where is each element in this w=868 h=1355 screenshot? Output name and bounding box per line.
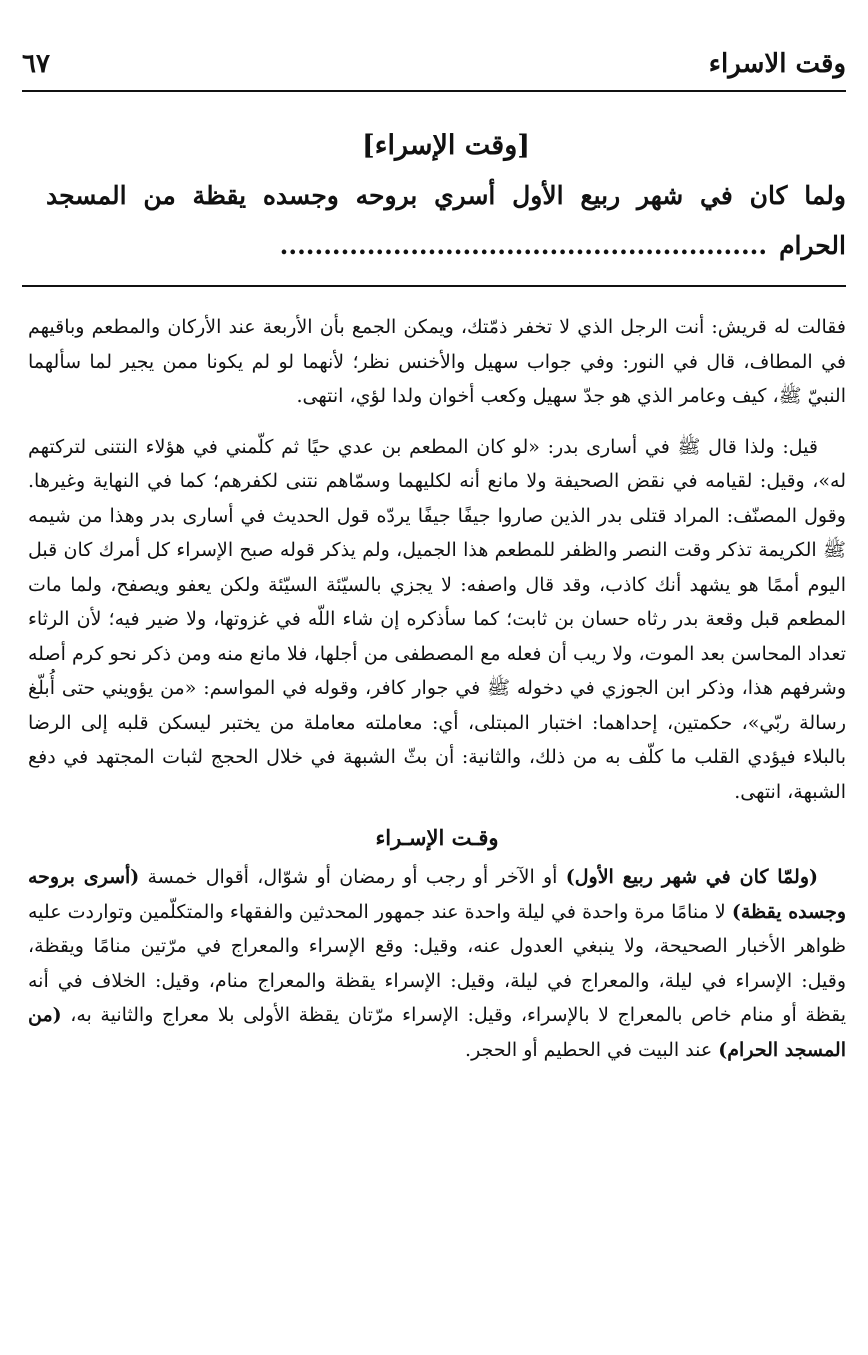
matn-block [46, 130, 846, 271]
paragraph-1: فقالت له قريش: أنت الرجل الذي لا تخفر ذمّتك، ويمكن الجمع بأن الأربعة عند الأركان والمطعم وباقيهم في المطاف، قال في النور: وفي جواب سهيل والأخنس نظر؛ لأنهما لو لم يكونا ممن يجير لما سألهما النبيّ ﷺ، كيف وعامر الذي هو جدّ سهيل وكعب أخوان ولدا لؤي، انتهى. [28, 316, 846, 407]
quoted-matn-1: (ولمّا كان في شهر ربيع الأول) [565, 866, 818, 888]
running-title: وقت الاسراء [708, 49, 846, 79]
quoted-matn-2: (أسرى بروحه وجسده يقظة) [28, 866, 847, 923]
matn-sentence: ولما كان في شهر ربيع الأول أسري بروحه وجسده يقظة من المسجد الحرام [46, 181, 846, 260]
commentary-text-1: أو الآخر أو رجب أو رمضان أو شوّال، أقوال خمسة [139, 866, 566, 888]
quoted-matn-3: (من المسجد الحرام) [28, 1004, 846, 1061]
page-number: ٦٧ [22, 49, 50, 79]
matn-dots: ........................................................ [279, 231, 768, 260]
section-title: [وقت الإسراء] [361, 130, 531, 161]
sub-heading: وقـت الإسـراء [375, 825, 499, 850]
matn-divider [22, 285, 846, 287]
paragraph-3 [28, 860, 846, 1067]
paragraph-2: قيل: ولذا قال ﷺ في أسارى بدر: «لو كان المطعم بن عدي حيًا ثم كلّمني في هؤلاء النتنى لتركتهم له»، وقيل: لقيامه في نقض الصحيفة ولا مانع أنه لكليهما وسمّاهم نتنى لكفرهم؛ كما في النهاية وغيرها. وقول المصنّف: المراد قتلى بدر الذين صاروا جيفًا جيفًا يردّه قول الحديث في أسارى بدر وهذا من شيمه ﷺ الكريمة تذكر وقت النصر والظفر للمطعم هذا الجميل، ولم يذكر قوله صبح الإسراء كل أمرك كان قبل اليوم أممًا هو يشهد أنك كاذب، وقد قال واصفه: لا يجزي بالسيّئة السيّئة ولكن يعفو ويصفح، ولما مات المطعم قبل وقعة بدر رثاه حسان بن ثابت؛ كما سأذكره إن شاء اللّه في غزوتها، ولا ضير فيه؛ لأن الرثاء تعداد المحاسن بعد الموت، ولا ريب أن فعله مع المصطفى من أجلها، فلا مانع منه ومن ذكر نحو كرم أصله وشرفهم هذا، وذكر ابن الجوزي في دخوله ﷺ في جوار كافر، وقوله في المواسم: «من يؤويني حتى أُبلّغ رسالة ربّي»، حكمتين، إحداهما: اختبار المبتلى، أي: معاملته معاملة من يختبر ليسكن قلبه إلى الرضا بالبلاء فيؤدي القلب ما كلّف به من ذلك، والثانية: أن بثّ الشبهة في خلال الحجج لثبات المجتهد في دفع الشبهة، انتهى. [28, 435, 846, 803]
commentary [28, 310, 846, 1083]
matn-text [46, 171, 846, 271]
page-header [22, 38, 846, 92]
commentary-text-3: عند البيت في الحطيم أو الحجر. [465, 1038, 719, 1061]
commentary-text-2: لا منامًا مرة واحدة في ليلة واحدة عند جمهور المحدثين والفقهاء والمتكلّمين وتواردت عليه ظواهر الأخبار الصحيحة، ولا ينبغي العدول عنه، وقيل: وقع الإسراء والمعراج في مرّتين منامًا ويقظة، وقيل: الإسراء في ليلة، والمعراج في ليلة، وقيل: الإسراء يقظة والمعراج منام، وقيل: الخلاف في أنه يقظة أو منام خاص بالمعراج لا بالإسراء، وقيل: الإسراء مرّتان يقظة الأولى بلا معراج والثانية به، [28, 900, 846, 1026]
